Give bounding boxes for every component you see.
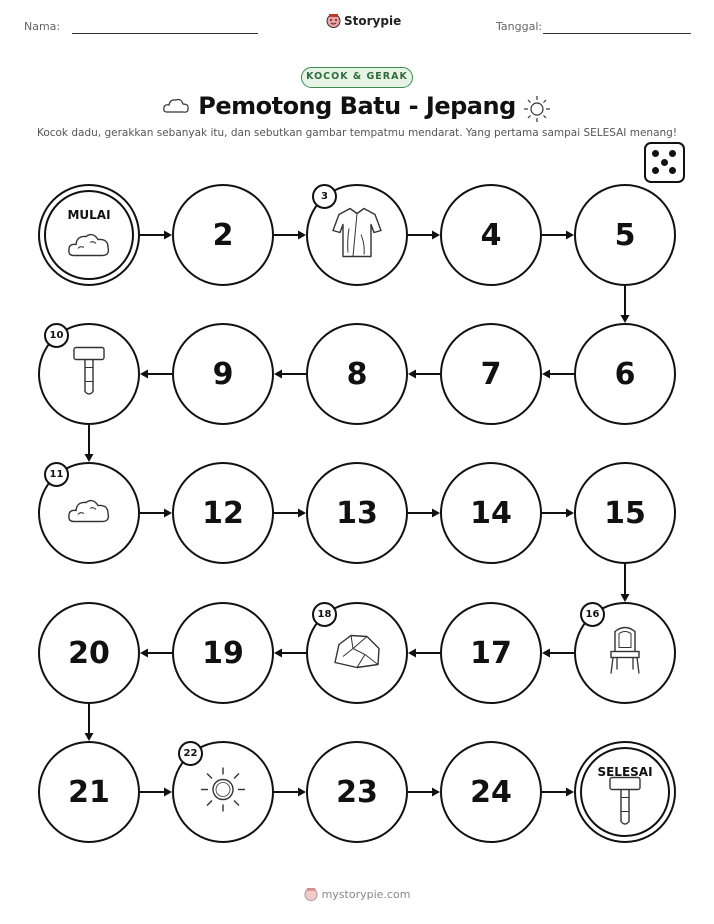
sun-icon — [198, 765, 248, 815]
board-space-12 — [172, 462, 274, 564]
board-space-7 — [440, 323, 542, 425]
space-number: 24 — [470, 774, 512, 810]
board-space-16 — [574, 602, 676, 704]
board-space-3 — [306, 184, 408, 286]
space-number: 14 — [470, 495, 512, 531]
brand-name: Storypie — [344, 14, 402, 28]
arrow-head — [408, 649, 416, 658]
storypie-logo-icon — [304, 887, 318, 902]
space-number: 12 — [202, 495, 244, 531]
arrow-head — [566, 788, 574, 797]
arrow-head — [164, 231, 172, 240]
instructions: Kocok dadu, gerakkan sebanyak itu, dan sebutkan gambar tempatmu mendarat. Yang pertama sampai SELESAI menang! — [36, 127, 678, 139]
board-space-9 — [172, 323, 274, 425]
space-number: 2 — [212, 217, 234, 253]
space-number-tag: 10 — [44, 323, 69, 348]
arrow-head — [164, 788, 172, 797]
board-space-13 — [306, 462, 408, 564]
board-space-22 — [172, 741, 274, 843]
board-space-18 — [306, 602, 408, 704]
space-number: 15 — [604, 495, 646, 531]
arrow-head — [274, 649, 282, 658]
board-space-21 — [38, 741, 140, 843]
robe-icon — [331, 205, 383, 261]
board-space-19 — [172, 602, 274, 704]
board-space-14 — [440, 462, 542, 564]
arrow-head — [566, 231, 574, 240]
space-number: 20 — [68, 635, 110, 671]
space-number: 5 — [614, 217, 636, 253]
space-number-tag: 16 — [580, 602, 605, 627]
space-number: 9 — [212, 356, 234, 392]
cloud-icon — [66, 495, 112, 527]
board-space-8 — [306, 323, 408, 425]
space-number: 19 — [202, 635, 244, 671]
arrow-head — [432, 231, 440, 240]
board-space-10 — [38, 323, 140, 425]
name-label: Nama: — [24, 20, 61, 33]
board-space-5 — [574, 184, 676, 286]
space-number-tag: 18 — [312, 602, 337, 627]
finish-space — [574, 741, 676, 843]
space-number: 4 — [480, 217, 502, 253]
date-label: Tanggal: — [496, 20, 543, 33]
board-space-24 — [440, 741, 542, 843]
arrow-head — [432, 509, 440, 518]
space-number: 21 — [68, 774, 110, 810]
category-badge: KOCOK & GERAK — [301, 67, 413, 88]
arrow-head — [298, 788, 306, 797]
arrow-head — [542, 649, 550, 658]
arrow-head — [298, 231, 306, 240]
footer-url[interactable]: mystorypie.com — [321, 888, 411, 901]
board-space-20 — [38, 602, 140, 704]
space-number-tag: 11 — [44, 462, 69, 487]
space-number: 6 — [614, 356, 636, 392]
start-space — [38, 184, 140, 286]
arrow-head — [621, 315, 630, 323]
board-space-17 — [440, 602, 542, 704]
arrow-head — [566, 509, 574, 518]
page-title: Pemotong Batu - Jepang — [198, 92, 516, 120]
arrow-head — [140, 370, 148, 379]
arrow-head — [274, 370, 282, 379]
arrow-head — [621, 594, 630, 602]
space-number: 23 — [336, 774, 378, 810]
arrow-head — [164, 509, 172, 518]
rock-icon — [331, 631, 383, 671]
board-space-11 — [38, 462, 140, 564]
space-number: 13 — [336, 495, 378, 531]
arrow-head — [85, 733, 94, 741]
arrow-head — [140, 649, 148, 658]
footer — [0, 887, 714, 902]
space-number: 17 — [470, 635, 512, 671]
hammer-icon — [69, 344, 109, 400]
finish-label: SELESAI — [597, 765, 653, 779]
board-space-23 — [306, 741, 408, 843]
board-space-15 — [574, 462, 676, 564]
start-label: MULAI — [67, 208, 111, 222]
space-number-tag: 3 — [312, 184, 337, 209]
arrow-head — [542, 370, 550, 379]
chair-icon — [605, 624, 645, 678]
arrow-head — [432, 788, 440, 797]
hammer-icon — [605, 773, 645, 829]
cloud-icon — [66, 228, 112, 260]
board-space-6 — [574, 323, 676, 425]
arrow-head — [408, 370, 416, 379]
space-number: 8 — [346, 356, 368, 392]
space-number-tag: 22 — [178, 741, 203, 766]
board-space-2 — [172, 184, 274, 286]
board-space-4 — [440, 184, 542, 286]
space-number: 7 — [480, 356, 502, 392]
arrow-head — [298, 509, 306, 518]
arrow-head — [85, 454, 94, 462]
